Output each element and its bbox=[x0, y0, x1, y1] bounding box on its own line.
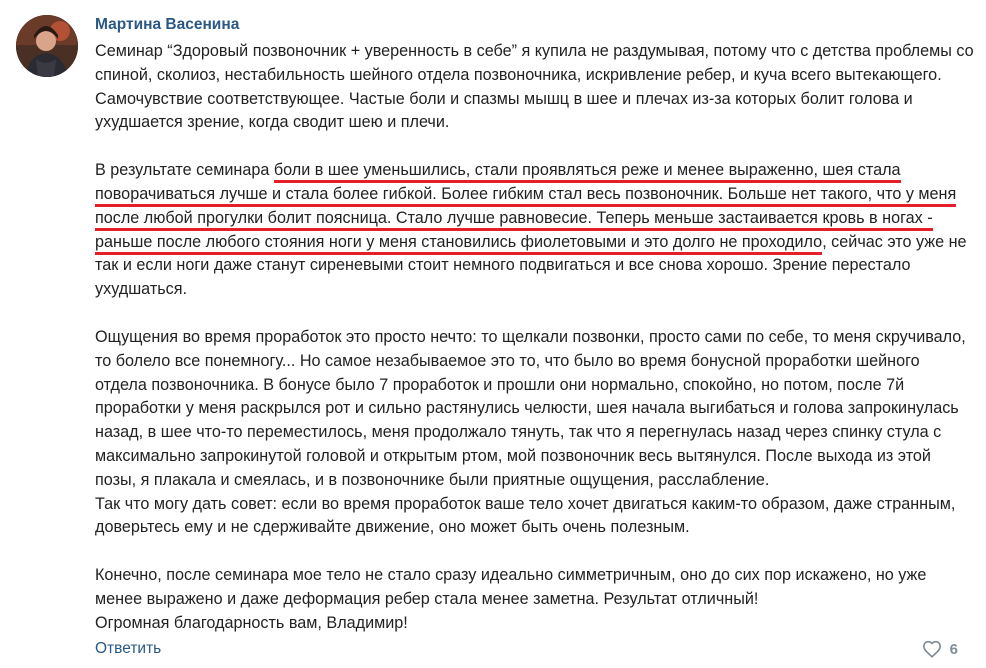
reply-button[interactable]: Ответить bbox=[95, 640, 162, 657]
comment-text-span: Ощущения во время проработок это просто нечто: то щелкали позвонки, просто сами по себе, то меня скручивало, то болело все понемногу... Но самое незабываемое это то, что было во время бонусной проработки шейного отдела позвоночника. В бонусе было 7 проработок и прошли они нормально, спокойно, но потом, после 7й проработки у меня раскрылся рот и сильно растянулись челюсти, шея начала выгибаться и голова запрокинулась назад, в шее что-то переместилось, меня продолжало тянуть, так что я перегнулась назад через спинку стула с максимально запрокинутой головой и открытым ртом, мой позвоночник весь вытянулся. После выхода из этой позы, я плакала и смеялась, и в позвоночнике были приятные ощущения, расслабление. Так что могу дать совет: если во время проработок ваше тело хочет двигаться каким-то образом, даже странным, доверьтесь ему и не сдерживайте движение, оно может быть очень полезным. bbox=[95, 327, 966, 537]
likes-count: 6 bbox=[949, 640, 958, 658]
author-name[interactable]: Мартина Васенина bbox=[95, 16, 240, 33]
highlighted-text: боли в шее уменьшились, стали проявляться реже и менее выраженно, шея стала поворачиваться лучше и стала более гибкой. Более гибким стал весь позвоночник. Больше нет такого, что у меня после любой прогулки болит поясница. Стало лучше равновесие. Теперь меньше застаивается кровь в ногах - раньше после любого стояния ноги у меня становились фиолетовыми и это долго не проходило bbox=[95, 161, 956, 254]
comment-text-span: , сейчас это уже не так и если ноги даже станут сиреневыми стоит немного подвигаться и все снова хорошо. Зрение перестало ухудшаться. bbox=[95, 232, 967, 299]
heart-icon[interactable] bbox=[922, 640, 942, 658]
comment-paragraph bbox=[95, 159, 975, 302]
comment-paragraph bbox=[95, 564, 975, 635]
comment-paragraph bbox=[95, 40, 975, 135]
comment-text-span: В результате семинара bbox=[95, 161, 274, 180]
comment-text bbox=[95, 40, 975, 636]
avatar-photo bbox=[16, 15, 78, 77]
comment-text-span: Конечно, после семинара мое тело не стало сразу идеально симметричным, оно до сих пор искажено, но уже менее выражено и даже деформация ребер стала менее заметна. Результат отличный! Огромная благодарность вам, Владимир! bbox=[95, 566, 927, 632]
avatar[interactable] bbox=[16, 15, 78, 77]
like-button[interactable] bbox=[922, 638, 958, 660]
comment-paragraph bbox=[95, 326, 975, 540]
comment-text-span: Семинар “Здоровый позвоночник + уверенность в себе” я купила не раздумывая, потому что с детства проблемы со спиной, сколиоз, нестабильность шейного отдела позвоночника, искривление ребер, и куча всего вытекающего. Самочувствие соответствующее. Частые боли и спазмы мышц в шее и плечах из-за которых болит голова и ухудшается зрение, когда сводит шею и плечи. bbox=[95, 42, 974, 132]
